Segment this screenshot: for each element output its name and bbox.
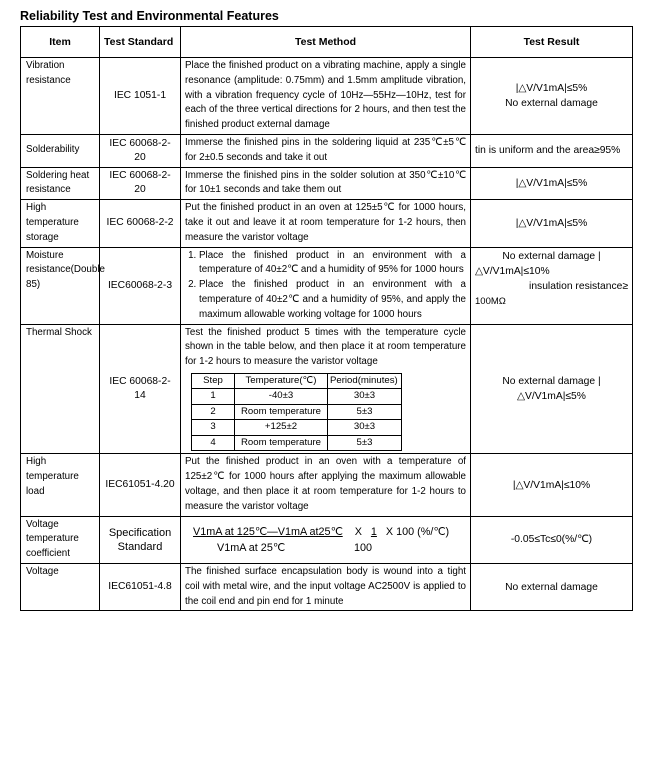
result-line: 100MΩ bbox=[475, 295, 506, 307]
temperature-cell: Room temperature bbox=[235, 404, 328, 420]
result-cell bbox=[471, 247, 633, 324]
result-cell: |△V/V1mA|≤5% bbox=[471, 167, 633, 200]
header-method: Test Method bbox=[181, 27, 471, 58]
inner-table-row bbox=[192, 420, 402, 436]
method-text: Test the finished product 5 times with the temperature cycle shown in the table below, and then place it at room temperature for 1-2 hours to measure the varistor voltage bbox=[185, 326, 466, 368]
method-cell: Immerse the finished pins in the solder solution at 350℃±10℃ for 10±1 seconds and take them out bbox=[181, 167, 471, 200]
standard-cell: IEC61051-4.20 bbox=[100, 454, 181, 516]
formula-fraction-denominator: 100 bbox=[353, 541, 372, 554]
result-line: No external damage | bbox=[502, 250, 601, 262]
result-line: insulation resistance≥ bbox=[529, 280, 628, 292]
method-cell: Put the finished product in an oven with a temperature of 125±2℃ for 1000 hours after applying the maximum allowable voltage, and then place it at room temperature for 1-2 hours to measure the varistor voltage bbox=[181, 454, 471, 516]
standard-cell: IEC 60068-2-20 bbox=[100, 167, 181, 200]
list-item: 1. Place the finished product in an environment with a temperature of 40±2℃ and a humidity of 95% for 1000 hours bbox=[199, 249, 466, 279]
method-list bbox=[185, 249, 466, 323]
period-cell: 5±3 bbox=[328, 404, 402, 420]
standard-cell: Specification Standard bbox=[100, 516, 181, 563]
result-cell bbox=[471, 324, 633, 454]
table-row-solderability bbox=[21, 134, 633, 167]
result-line: △V/V1mA|≤10% bbox=[475, 265, 550, 277]
standard-cell: IEC60068-2-3 bbox=[100, 247, 181, 324]
step-cell: 2 bbox=[192, 404, 235, 420]
inner-table-row bbox=[192, 435, 402, 451]
formula-top-line bbox=[185, 524, 466, 540]
standard-cell: IEC 60068-2-20 bbox=[100, 134, 181, 167]
temperature-cell: Room temperature bbox=[235, 435, 328, 451]
method-cell: Place the finished product on a vibrating machine, apply a single resonance (amplitude: 0.75mm) and 1.5mm amplitude vibration, with a vibration frequency cycle of 10Hz—55Hz—10Hz, test for each of the three vertical directions for 2 hours, and then test the finished product external damage bbox=[181, 58, 471, 135]
result-line: |△V/V1mA|≤5% bbox=[515, 82, 588, 94]
table-row-thermal-shock bbox=[21, 324, 633, 454]
inner-header-period: Period(minutes) bbox=[328, 373, 402, 389]
step-cell: 3 bbox=[192, 420, 235, 436]
table-row-voltage bbox=[21, 564, 633, 611]
table-header-row bbox=[21, 27, 633, 58]
method-cell: Immerse the finished pins in the soldering liquid at 235℃±5℃ for 2±0.5 seconds and take it out bbox=[181, 134, 471, 167]
header-result: Test Result bbox=[471, 27, 633, 58]
temperature-cell: +125±2 bbox=[235, 420, 328, 436]
period-cell: 30±3 bbox=[328, 420, 402, 436]
inner-header-row bbox=[192, 373, 402, 389]
period-cell: 30±3 bbox=[328, 389, 402, 405]
standard-cell: IEC 60068-2-2 bbox=[100, 200, 181, 247]
method-cell: Put the finished product in an oven at 125±5℃ for 1000 hours, take it out and leave it at room temperature for 1-2 hours, then measure the varistor voltage bbox=[181, 200, 471, 247]
standard-cell: IEC61051-4.8 bbox=[100, 564, 181, 611]
result-cell: |△V/V1mA|≤10% bbox=[471, 454, 633, 516]
result-cell: |△V/V1mA|≤5% bbox=[471, 200, 633, 247]
method-cell bbox=[181, 516, 471, 563]
inner-table-row bbox=[192, 389, 402, 405]
result-cell: -0.05≤Tc≤0(%/℃) bbox=[471, 516, 633, 563]
result-line: No external damage bbox=[505, 97, 598, 109]
step-cell: 4 bbox=[192, 435, 235, 451]
item-cell: Solderability bbox=[21, 134, 100, 167]
inner-table-row bbox=[192, 404, 402, 420]
table-row-soldering-heat bbox=[21, 167, 633, 200]
item-cell: Moisture resistance(Double 85) bbox=[21, 247, 100, 324]
result-cell: tin is uniform and the area≥95% bbox=[471, 134, 633, 167]
formula-bottom-line bbox=[185, 540, 466, 556]
standard-cell: IEC 1051-1 bbox=[100, 58, 181, 135]
page-title: Reliability Test and Environmental Features bbox=[20, 9, 279, 23]
list-item: 2. Place the finished product in an environment with a temperature of 40±2℃ and a humidity of 95%, and apply the maximum allowable working voltage for 1000 hours bbox=[199, 278, 466, 322]
temperature-cycle-table bbox=[191, 373, 402, 452]
method-cell: The finished surface encapsulation body is wound into a tight coil with metal wire, and the input voltage AC2500V is applied to the coil end and pin end for 1 minute bbox=[181, 564, 471, 611]
formula-fraction-numerator: 1 bbox=[370, 525, 377, 538]
inner-header-step: Step bbox=[192, 373, 235, 389]
document-page bbox=[20, 6, 632, 611]
temperature-cell: -40±3 bbox=[235, 389, 328, 405]
formula-multiply: X bbox=[354, 525, 362, 538]
result-line: No external damage | bbox=[502, 375, 601, 387]
method-cell bbox=[181, 247, 471, 324]
standard-cell: IEC 60068-2-14 bbox=[100, 324, 181, 454]
header-item: Item bbox=[21, 27, 100, 58]
item-cell: High temperature storage bbox=[21, 200, 100, 247]
item-cell: Vibration resistance bbox=[21, 58, 100, 135]
table-row-high-temp-storage bbox=[21, 200, 633, 247]
method-cell bbox=[181, 324, 471, 454]
result-cell bbox=[471, 58, 633, 135]
period-cell: 5±3 bbox=[328, 435, 402, 451]
item-cell: High temperature load bbox=[21, 454, 100, 516]
table-row-voltage-temp-coef bbox=[21, 516, 633, 563]
reliability-table bbox=[20, 26, 633, 611]
item-cell: Soldering heat resistance bbox=[21, 167, 100, 200]
step-cell: 1 bbox=[192, 389, 235, 405]
item-cell: Voltage bbox=[21, 564, 100, 611]
table-row-high-temp-load bbox=[21, 454, 633, 516]
header-standard: Test Standard bbox=[100, 27, 181, 58]
inner-header-temperature: Temperature(℃) bbox=[235, 373, 328, 389]
item-cell: Voltage temperature coefficient bbox=[21, 516, 100, 563]
table-row-moisture bbox=[21, 247, 633, 324]
result-cell: No external damage bbox=[471, 564, 633, 611]
result-line: △V/V1mA|≤5% bbox=[517, 390, 586, 402]
formula-numerator: V1mA at 125℃—V1mA at25℃ bbox=[193, 525, 343, 538]
formula-denominator: V1mA at 25℃ bbox=[217, 541, 285, 554]
formula-multiplier: X 100 (%/℃) bbox=[385, 525, 450, 538]
item-cell: Thermal Shock bbox=[21, 324, 100, 454]
table-row-vibration bbox=[21, 58, 633, 135]
